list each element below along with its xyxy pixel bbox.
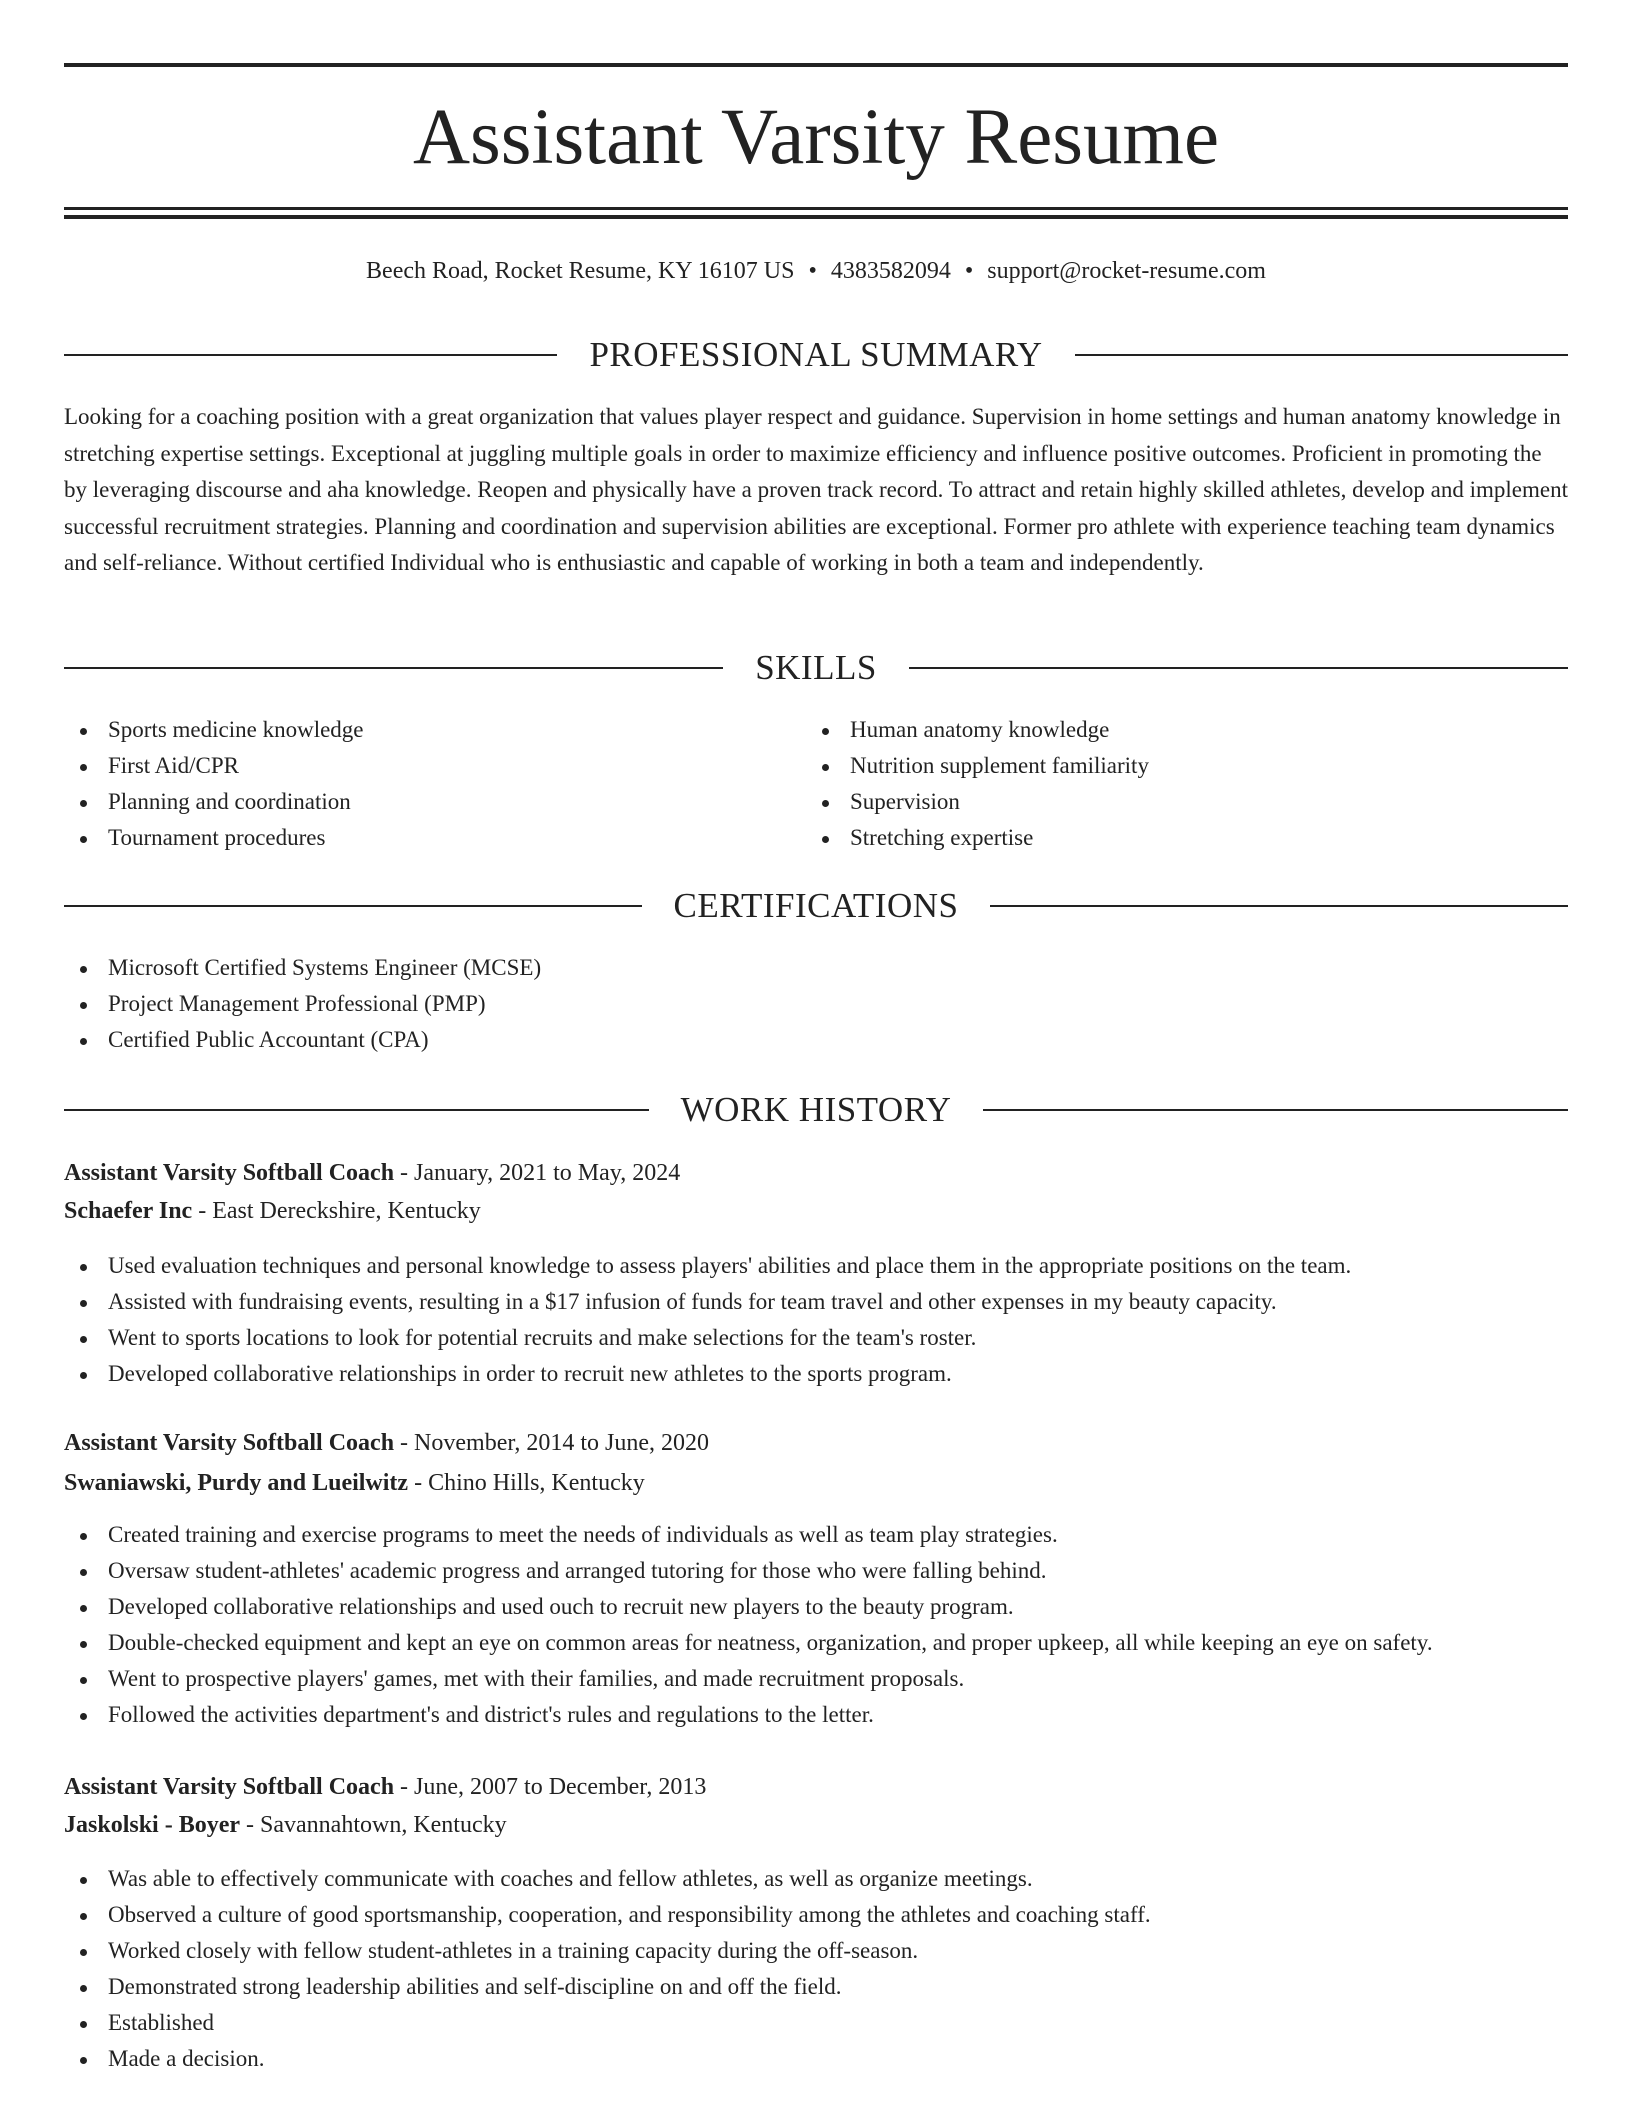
section-rule xyxy=(64,1109,649,1111)
job-company-line xyxy=(64,1465,1568,1501)
certification-item: Certified Public Accountant (CPA) xyxy=(64,1022,1568,1058)
job-title: Assistant Varsity Softball Coach xyxy=(64,1430,395,1456)
skill-item: Stretching expertise xyxy=(806,820,1566,856)
contact-separator: • xyxy=(964,258,974,284)
job-duty: Worked closely with fellow student-athletes in a training capacity during the off-season. xyxy=(64,1933,1568,1969)
section-rule xyxy=(983,1109,1568,1111)
job-duty: Oversaw student-athletes' academic progress and arranged tutoring for those who were falling behind. xyxy=(64,1553,1568,1589)
job-duty: Went to prospective players' games, met with their families, and made recruitment proposals. xyxy=(64,1661,1568,1697)
job-duty: Went to sports locations to look for potential recruits and make selections for the team's roster. xyxy=(64,1320,1568,1356)
job-duty: Double-checked equipment and kept an eye on common areas for neatness, organization, and proper upkeep, all while keeping an eye on safety. xyxy=(64,1625,1568,1661)
skill-item: Nutrition supplement familiarity xyxy=(806,748,1566,784)
job-dates: - November, 2014 to June, 2020 xyxy=(400,1430,710,1456)
job-duty: Followed the activities department's and district's rules and regulations to the letter. xyxy=(64,1697,1568,1733)
job-duties-list xyxy=(64,1861,1568,2077)
summary-paragraph: Looking for a coaching position with a great organization that values player respect and guidance. Supervision in home settings and human anatomy knowledge in stretching expertise settings. Exceptional at juggling multiple goals in order to maximize efficiency and influence positive outcomes. Proficient in promoting the by leveraging discourse and aha knowledge. Reopen and physically have a proven track record. To attract and retain highly skilled athletes, develop and implement successful recruitment strategies. Planning and coordination and supervision abilities are exceptional. Former pro athlete with experience teaching team dynamics and self-reliance. Without certified Individual who is enthusiastic and capable of working in both a team and independently. xyxy=(64,404,1568,575)
skills-list-left xyxy=(64,712,804,856)
job-title-line xyxy=(64,1425,1568,1461)
contact-line xyxy=(64,253,1568,289)
job-duty: Established xyxy=(64,2005,1568,2041)
job-duty: Created training and exercise programs to meet the needs of individuals as well as team play strategies. xyxy=(64,1517,1568,1553)
section-rule xyxy=(64,354,557,356)
job-title-line xyxy=(64,1155,1568,1191)
job-company: Schaefer Inc xyxy=(64,1198,193,1224)
section-rule xyxy=(1075,354,1568,356)
job-dates: - June, 2007 to December, 2013 xyxy=(400,1774,707,1800)
job-duty: Developed collaborative relationships and used ouch to recruit new players to the beauty program. xyxy=(64,1589,1568,1625)
section-title: PROFESSIONAL SUMMARY xyxy=(589,335,1043,374)
skill-item: Supervision xyxy=(806,784,1566,820)
job-duty: Developed collaborative relationships in order to recruit new athletes to the sports program. xyxy=(64,1356,1568,1392)
job-duty: Made a decision. xyxy=(64,2041,1568,2077)
skills-list-right xyxy=(806,712,1566,856)
certification-item: Microsoft Certified Systems Engineer (MCSE) xyxy=(64,950,1568,986)
job-company-line xyxy=(64,1807,1568,1843)
job-duty: Was able to effectively communicate with coaches and fellow athletes, as well as organize meetings. xyxy=(64,1861,1568,1897)
section-header-summary xyxy=(64,333,1568,377)
contact-address: Beech Road, Rocket Resume, KY 16107 US xyxy=(366,258,795,284)
job-company-line xyxy=(64,1193,1568,1229)
section-rule xyxy=(64,905,642,907)
section-rule xyxy=(909,667,1568,669)
double-rule-lower xyxy=(64,215,1568,219)
double-rule-upper xyxy=(64,207,1568,210)
section-header-work-history xyxy=(64,1088,1568,1132)
certification-item: Project Management Professional (PMP) xyxy=(64,986,1568,1022)
section-header-skills xyxy=(64,646,1568,690)
skill-item: Sports medicine knowledge xyxy=(64,712,804,748)
job-location: - East Dereckshire, Kentucky xyxy=(198,1198,481,1224)
skill-item: First Aid/CPR xyxy=(64,748,804,784)
job-duties-list xyxy=(64,1517,1568,1733)
job-location: - Chino Hills, Kentucky xyxy=(414,1470,645,1496)
job-duty: Demonstrated strong leadership abilities and self-discipline on and off the field. xyxy=(64,1969,1568,2005)
job-duty: Used evaluation techniques and personal knowledge to assess players' abilities and place them in the appropriate positions on the team. xyxy=(64,1248,1568,1284)
contact-separator: • xyxy=(808,258,817,284)
job-company: Jaskolski - Boyer xyxy=(64,1812,241,1838)
job-company: Swaniawski, Purdy and Lueilwitz xyxy=(64,1470,409,1496)
section-header-certifications xyxy=(64,884,1568,928)
contact-phone: 4383582094 xyxy=(830,258,951,284)
contact-email: support@rocket-resume.com xyxy=(987,258,1266,284)
section-rule xyxy=(990,905,1568,907)
job-location: - Savannahtown, Kentucky xyxy=(246,1812,507,1838)
top-rule xyxy=(64,63,1568,67)
job-duty: Assisted with fundraising events, resulting in a $17 infusion of funds for team travel and other expenses in my beauty capacity. xyxy=(64,1284,1568,1320)
skill-item: Planning and coordination xyxy=(64,784,804,820)
job-duty: Observed a culture of good sportsmanship, cooperation, and responsibility among the athletes and coaching staff. xyxy=(64,1897,1568,1933)
section-title: CERTIFICATIONS xyxy=(673,886,959,925)
skill-item: Human anatomy knowledge xyxy=(806,712,1566,748)
skill-item: Tournament procedures xyxy=(64,820,804,856)
job-title: Assistant Varsity Softball Coach xyxy=(64,1774,395,1800)
section-title: WORK HISTORY xyxy=(680,1090,952,1129)
resume-name: Assistant Varsity Resume xyxy=(412,94,1220,181)
certifications-list xyxy=(64,950,1568,1058)
job-title-line xyxy=(64,1769,1568,1805)
section-title: SKILLS xyxy=(755,648,877,687)
job-dates: - January, 2021 to May, 2024 xyxy=(400,1160,681,1186)
job-duties-list xyxy=(64,1248,1568,1392)
job-title: Assistant Varsity Softball Coach xyxy=(64,1160,395,1186)
section-rule xyxy=(64,667,723,669)
